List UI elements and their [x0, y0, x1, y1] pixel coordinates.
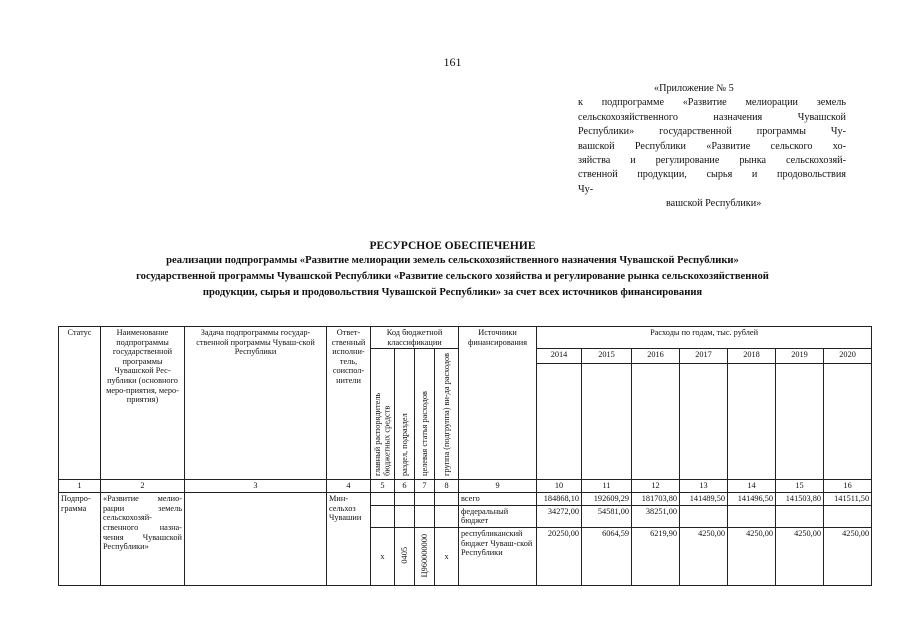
year-cell: 2019 [776, 349, 824, 364]
year-spacer [537, 364, 582, 480]
appendix-line: ственной продукции, сырья и продовольствия [578, 169, 846, 181]
year-spacer [776, 364, 824, 480]
code-cell: x [371, 527, 395, 585]
value-cell: 141503,80 [776, 493, 824, 506]
value-cell: 4250,00 [728, 527, 776, 585]
header-budget-code: Код бюджетной классификации [371, 327, 459, 349]
appendix-line: зяйства и регулирование рынка сельскохозяй- [578, 155, 846, 167]
value-cell: 4250,00 [776, 527, 824, 585]
code-cell: x [435, 527, 459, 585]
year-cell: 2015 [582, 349, 632, 364]
code-cell [395, 493, 415, 506]
column-number: 7 [415, 480, 435, 493]
appendix-line: вашской Республики «Развитие сельского хо- [578, 140, 846, 152]
year-spacer [680, 364, 728, 480]
column-number: 10 [537, 480, 582, 493]
row-task [185, 493, 327, 586]
header-code-sub [395, 349, 415, 480]
appendix-note [578, 82, 846, 212]
column-number: 11 [582, 480, 632, 493]
header-status: Статус [59, 327, 101, 480]
code-cell [371, 505, 395, 527]
row-executor: Мин-сельхоз Чувашии [327, 493, 371, 586]
column-number: 3 [185, 480, 327, 493]
appendix-line: Республики» государственной программы Чу- [578, 126, 846, 138]
source-cell: всего [459, 493, 537, 506]
code-cell [371, 493, 395, 506]
value-cell: 141496,50 [728, 493, 776, 506]
value-cell: 54581,00 [582, 505, 632, 527]
column-number: 5 [371, 480, 395, 493]
column-number: 12 [632, 480, 680, 493]
column-number: 2 [101, 480, 185, 493]
heading-line: продукции, сырья и продовольствия Чувашской Республики» за счет всех источников финансирования [202, 287, 703, 299]
appendix-line: вашской Республики» [666, 198, 762, 210]
value-cell [680, 505, 728, 527]
value-cell: 6064,59 [582, 527, 632, 585]
header-code-section: раздел, подраздел [399, 413, 409, 477]
header-code-main-manager: главный распорядитель бюджетных средств [373, 392, 392, 477]
heading-title: РЕСУРСНОЕ ОБЕСПЕЧЕНИЕ [369, 240, 536, 252]
value-cell: 141489,50 [680, 493, 728, 506]
header-sources: Источники финансирования [459, 327, 537, 480]
value-cell: 20250,00 [537, 527, 582, 585]
code-section-value: 0405 [399, 546, 409, 564]
document-heading [0, 239, 905, 302]
value-cell: 6219,90 [632, 527, 680, 585]
heading-line: государственной программы Чувашской Республики «Развитие сельского хозяйства и регулирование рынка сельскохозяйственной [136, 271, 769, 283]
row-status: Подпро-грамма [59, 493, 101, 586]
value-cell: 38251,00 [632, 505, 680, 527]
appendix-line: «Приложение № 5 [654, 83, 734, 94]
year-spacer [824, 364, 872, 480]
value-cell [728, 505, 776, 527]
year-spacer [582, 364, 632, 480]
value-cell [824, 505, 872, 527]
header-code-expense-type: группа (подгруппа) ви-да расходов [441, 353, 451, 477]
code-cell [415, 527, 435, 585]
column-number: 4 [327, 480, 371, 493]
header-row [59, 327, 872, 349]
header-code-sub [371, 349, 395, 480]
year-spacer [632, 364, 680, 480]
code-target-value: Ц960000000 [419, 533, 429, 577]
column-number: 9 [459, 480, 537, 493]
code-cell [435, 505, 459, 527]
value-cell: 141511,50 [824, 493, 872, 506]
column-number: 15 [776, 480, 824, 493]
page-number: 161 [443, 55, 462, 69]
year-cell: 2020 [824, 349, 872, 364]
column-number: 1 [59, 480, 101, 493]
year-spacer [728, 364, 776, 480]
value-cell [776, 505, 824, 527]
header-expenses: Расходы по годам, тыс. рублей [537, 327, 872, 349]
heading-line: реализации подпрограммы «Развитие мелиорации земель сельскохозяйственного назначения Чувашской Республики» [166, 255, 739, 266]
year-cell: 2014 [537, 349, 582, 364]
column-number: 13 [680, 480, 728, 493]
header-task: Задача подпрограммы государ-ственной программы Чуваш-ской Республики [185, 327, 327, 480]
column-number: 8 [435, 480, 459, 493]
year-cell: 2017 [680, 349, 728, 364]
appendix-line: к подпрограмме «Развитие мелиорации земель [578, 97, 846, 109]
column-number: 6 [395, 480, 415, 493]
header-executors: Ответ-ственный исполни-тель, соиспол-нители [327, 327, 371, 480]
header-code-sub [415, 349, 435, 480]
header-code-target: целевая статья расходов [419, 391, 429, 477]
code-cell [395, 527, 415, 585]
value-cell: 181703,80 [632, 493, 680, 506]
appendix-line: сельскохозяйственного назначения Чувашской [578, 111, 846, 123]
appendix-line: Чу- [578, 183, 594, 195]
resource-table [58, 326, 872, 586]
code-cell [435, 493, 459, 506]
source-cell: федеральный бюджет [459, 505, 537, 527]
header-code-sub [435, 349, 459, 480]
column-number-row [59, 480, 872, 493]
source-cell: республиканский бюджет Чуваш-ской Республики [459, 527, 537, 585]
value-cell: 184868,10 [537, 493, 582, 506]
value-cell: 4250,00 [824, 527, 872, 585]
value-cell: 34272,00 [537, 505, 582, 527]
value-cell: 4250,00 [680, 527, 728, 585]
value-cell: 192609,29 [582, 493, 632, 506]
year-cell: 2016 [632, 349, 680, 364]
column-number: 16 [824, 480, 872, 493]
code-cell [395, 505, 415, 527]
row-name: «Развитие мелио-рации земель сельскохозяй-ственного назна-чения Чувашской Республики» [101, 493, 185, 586]
table-row [59, 493, 872, 506]
code-cell [415, 505, 435, 527]
year-cell: 2018 [728, 349, 776, 364]
column-number: 14 [728, 480, 776, 493]
header-name: Наименование подпрограммы государственной программы Чувашской Рес-публики (основного меро-приятия, меро-приятия) [101, 327, 185, 480]
code-cell [415, 493, 435, 506]
